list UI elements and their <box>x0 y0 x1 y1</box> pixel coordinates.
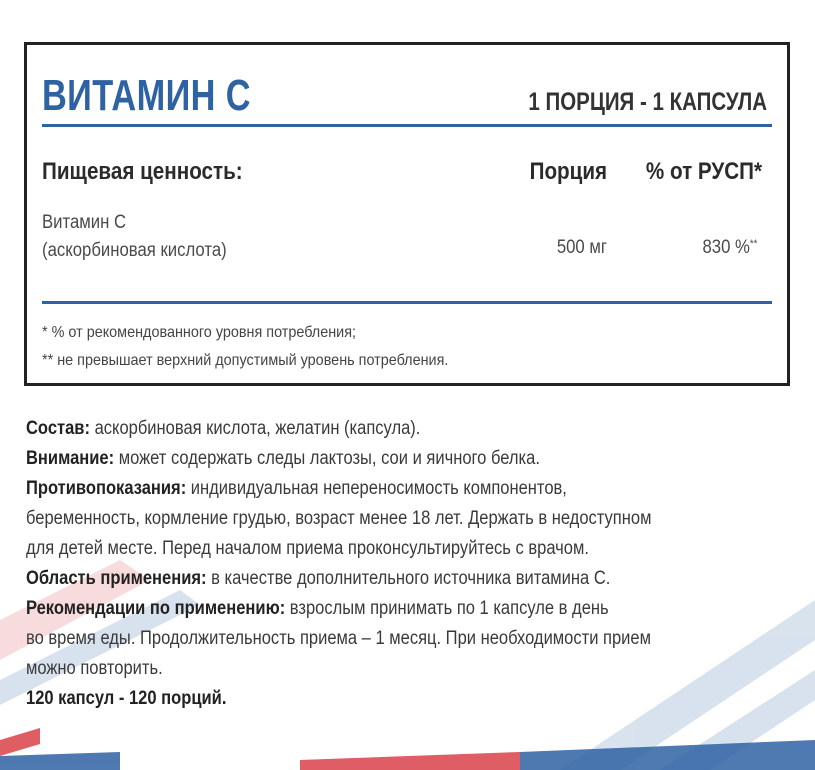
footnote-2: ** не превышает верхний допустимый уровень потребления. <box>42 352 449 369</box>
package-count: 120 капсул - 120 порций. <box>26 688 227 709</box>
nutrient-name <box>42 209 227 265</box>
footer-divider <box>42 301 772 304</box>
nutrient-rda-percent <box>702 237 757 259</box>
recommendations-label: Рекомендации по применению: <box>26 598 286 619</box>
recommendations-line <box>26 594 774 624</box>
recommendations-text-2: во время еды. Продолжительность приема – 1 месяц. При необходимости прием <box>26 628 651 649</box>
nutrient-percent-mark: ** <box>749 238 757 250</box>
recommendations-text-1: взрослым принимать по 1 капсуле в день <box>285 598 609 619</box>
footnote-1: * % от рекомендованного уровня потребления; <box>42 324 357 341</box>
rda-column-heading: % от РУСП* <box>645 158 762 185</box>
product-info-text <box>26 414 774 714</box>
nutrition-facts-panel <box>24 42 790 386</box>
nutrition-value-heading: Пищевая ценность: <box>42 158 243 185</box>
application-line <box>26 564 774 594</box>
application-text: в качестве дополнительного источника витамина С. <box>206 568 611 589</box>
header-divider <box>42 124 772 127</box>
warning-line <box>26 444 774 474</box>
product-title: ВИТАМИН С <box>42 71 251 120</box>
nutrient-amount: 500 мг <box>556 237 607 258</box>
recommendations-text-3: можно повторить. <box>26 658 163 679</box>
application-label: Область применения: <box>26 568 207 589</box>
footnotes <box>42 319 448 375</box>
composition-text: аскорбиновая кислота, желатин (капсула). <box>89 418 421 439</box>
warning-text: может содержать следы лактозы, сои и яичного белка. <box>114 448 540 469</box>
nutrient-percent-value: 830 % <box>702 237 750 258</box>
contraindications-text-3: для детей месте. Перед началом приема проконсультируйтесь с врачом. <box>26 538 589 559</box>
contraindications-line <box>26 474 774 504</box>
contraindications-label: Противопоказания: <box>26 478 187 499</box>
composition-line <box>26 414 774 444</box>
serving-size-heading: 1 ПОРЦИЯ - 1 КАПСУЛА <box>528 88 767 116</box>
nutrient-name-line1: Витамин С <box>42 212 127 233</box>
composition-label: Состав: <box>26 418 90 439</box>
warning-label: Внимание: <box>26 448 115 469</box>
contraindications-text-2: беременность, кормление грудью, возраст менее 18 лет. Держать в недоступном <box>26 508 652 529</box>
portion-column-heading: Порция <box>529 158 607 185</box>
contraindications-text-1: индивидуальная непереносимость компонентов, <box>186 478 567 499</box>
nutrient-name-line2: (аскорбиновая кислота) <box>42 240 227 261</box>
